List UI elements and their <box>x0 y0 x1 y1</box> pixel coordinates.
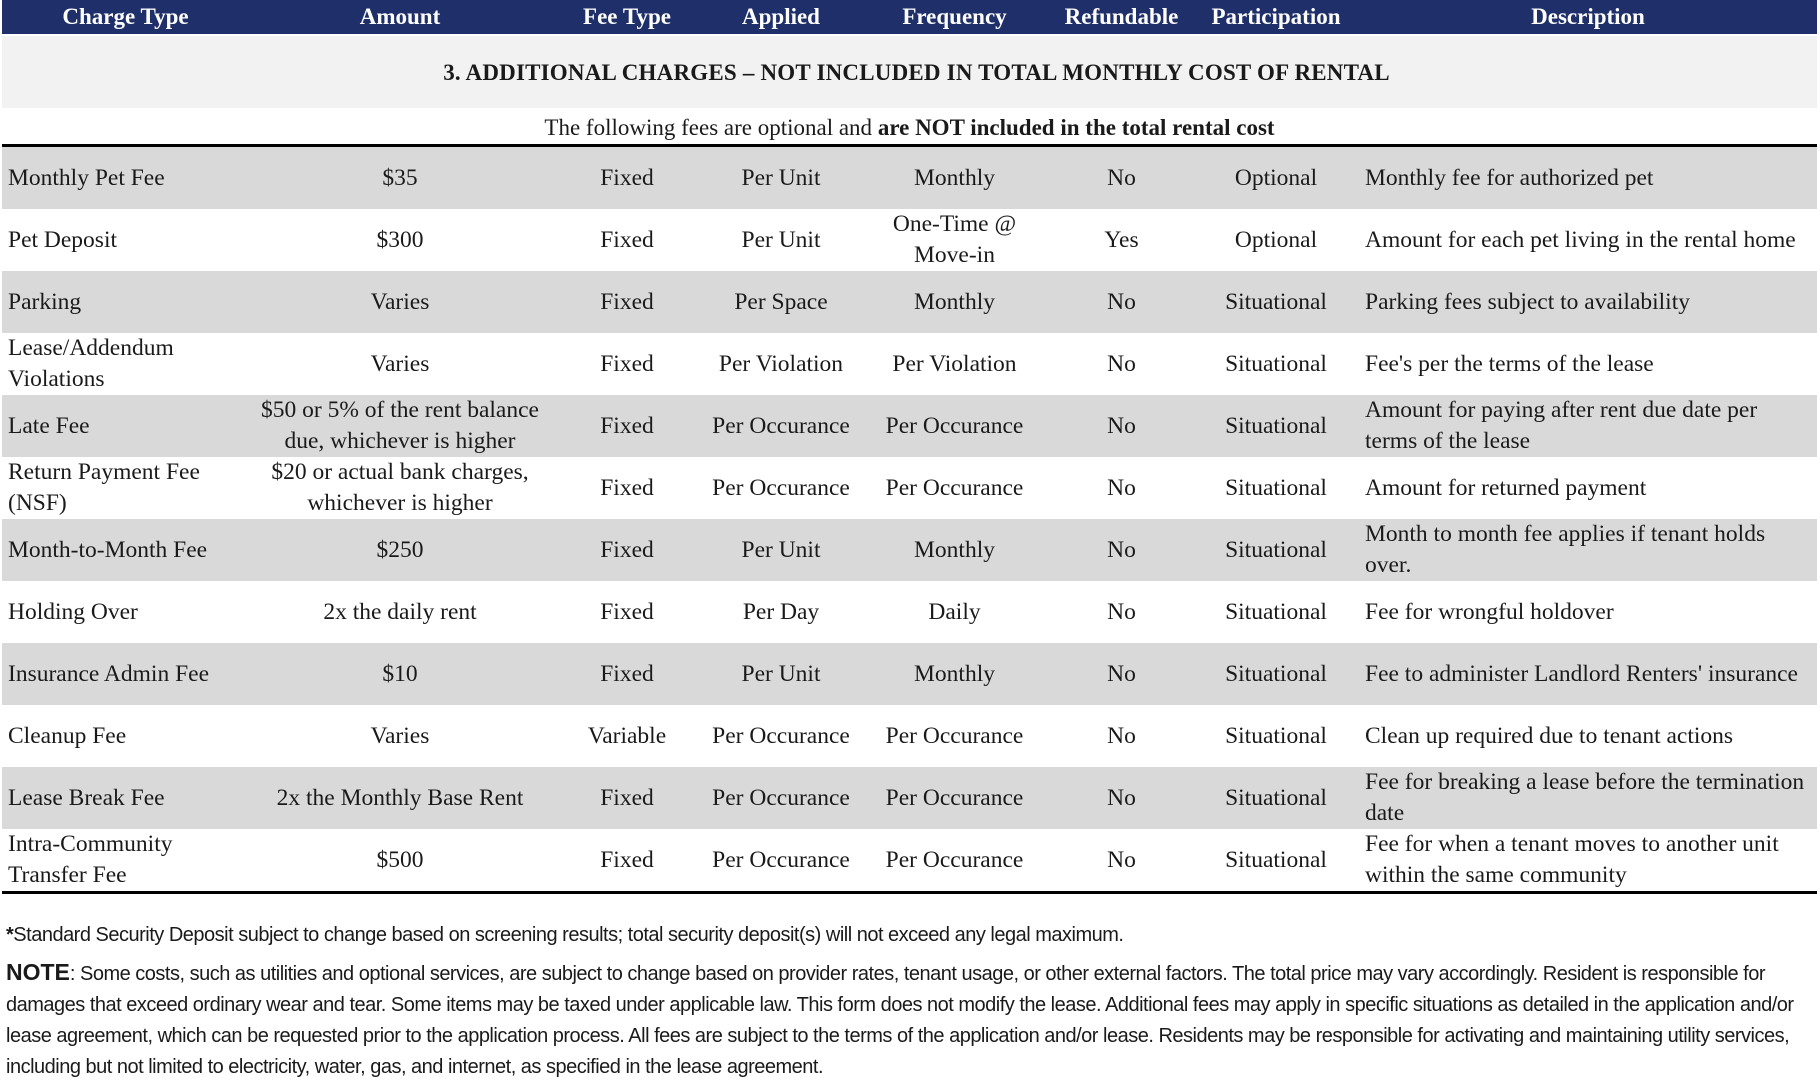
cell-description: Amount for each pet living in the rental home <box>1359 209 1817 271</box>
cell-applied: Per Unit <box>703 209 859 271</box>
table-row <box>2 581 1817 643</box>
cell-applied: Per Occurance <box>703 829 859 893</box>
notes-section <box>6 922 1816 1083</box>
cell-refundable: No <box>1050 457 1193 519</box>
cell-participation: Situational <box>1193 333 1359 395</box>
cell-applied: Per Space <box>703 271 859 333</box>
cell-charge-type: Insurance Admin Fee <box>2 643 249 705</box>
header-charge-type: Charge Type <box>2 0 249 35</box>
cell-participation: Situational <box>1193 271 1359 333</box>
cell-participation: Situational <box>1193 643 1359 705</box>
header-refundable: Refundable <box>1050 0 1193 35</box>
note-label: NOTE <box>6 959 70 985</box>
cell-fee-type: Fixed <box>551 581 703 643</box>
cell-applied: Per Violation <box>703 333 859 395</box>
cell-charge-type: Return Payment Fee (NSF) <box>2 457 249 519</box>
cell-applied: Per Unit <box>703 519 859 581</box>
cell-amount: Varies <box>249 705 551 767</box>
cell-participation: Situational <box>1193 705 1359 767</box>
cell-amount: 2x the Monthly Base Rent <box>249 767 551 829</box>
header-applied: Applied <box>703 0 859 35</box>
note-text: : Some costs, such as utilities and optional services, are subject to change based on provider rates, tenant usage, or other external factors. The total price may vary accordingly. Resident is responsible for damages that exceed ordinary wear and tear. Some items may be taxed under applicable law. This form does not modify the lease. Additional fees may apply in specific situations as detailed in the application and/or lease agreement, which can be requested prior to the application process. All fees are subject to the terms of the application and/or lease. Residents may be responsible for activating and maintaining utility services, including but not limited to electricity, water, gas, and internet, as specified in the lease agreement. <box>6 963 1794 1078</box>
table-row <box>2 643 1817 705</box>
cell-amount: $300 <box>249 209 551 271</box>
header-fee-type: Fee Type <box>551 0 703 35</box>
cell-description: Fee for breaking a lease before the termination date <box>1359 767 1817 829</box>
cell-frequency: Per Violation <box>859 333 1050 395</box>
cell-refundable: No <box>1050 581 1193 643</box>
cell-participation: Optional <box>1193 146 1359 210</box>
header-frequency: Frequency <box>859 0 1050 35</box>
cell-applied: Per Occurance <box>703 705 859 767</box>
cell-fee-type: Fixed <box>551 395 703 457</box>
cell-frequency: Monthly <box>859 271 1050 333</box>
table-row <box>2 829 1817 893</box>
footnote-text: Standard Security Deposit subject to change based on screening results; total security deposit(s) will not exceed any legal maximum. <box>13 924 1124 946</box>
cell-frequency: Per Occurance <box>859 767 1050 829</box>
subtitle-plain-text: The following fees are optional and <box>544 114 878 140</box>
cell-refundable: No <box>1050 271 1193 333</box>
security-deposit-footnote <box>6 922 1816 948</box>
cell-fee-type: Fixed <box>551 457 703 519</box>
cell-frequency: Monthly <box>859 146 1050 210</box>
cell-participation: Situational <box>1193 767 1359 829</box>
cell-fee-type: Fixed <box>551 519 703 581</box>
cell-participation: Situational <box>1193 457 1359 519</box>
cell-fee-type: Variable <box>551 705 703 767</box>
header-description: Description <box>1359 0 1817 35</box>
cell-fee-type: Fixed <box>551 333 703 395</box>
cell-description: Fee for wrongful holdover <box>1359 581 1817 643</box>
table-row <box>2 457 1817 519</box>
cell-charge-type: Cleanup Fee <box>2 705 249 767</box>
note-paragraph <box>6 957 1816 1083</box>
cell-refundable: No <box>1050 829 1193 893</box>
table-row <box>2 519 1817 581</box>
cell-description: Fee's per the terms of the lease <box>1359 333 1817 395</box>
section-title-row <box>2 35 1817 108</box>
cell-description: Month to month fee applies if tenant holds over. <box>1359 519 1817 581</box>
cell-frequency: One-Time @ Move-in <box>859 209 1050 271</box>
cell-amount: Varies <box>249 271 551 333</box>
cell-amount: $250 <box>249 519 551 581</box>
cell-frequency: Monthly <box>859 519 1050 581</box>
cell-description: Fee to administer Landlord Renters' insurance <box>1359 643 1817 705</box>
table-row <box>2 395 1817 457</box>
additional-charges-table <box>2 0 1817 894</box>
cell-charge-type: Pet Deposit <box>2 209 249 271</box>
cell-fee-type: Fixed <box>551 829 703 893</box>
cell-charge-type: Intra-Community Transfer Fee <box>2 829 249 893</box>
cell-description: Amount for paying after rent due date per terms of the lease <box>1359 395 1817 457</box>
cell-fee-type: Fixed <box>551 146 703 210</box>
cell-amount: $20 or actual bank charges, whichever is higher <box>249 457 551 519</box>
cell-fee-type: Fixed <box>551 271 703 333</box>
cell-refundable: No <box>1050 767 1193 829</box>
cell-participation: Situational <box>1193 395 1359 457</box>
cell-participation: Situational <box>1193 829 1359 893</box>
cell-charge-type: Parking <box>2 271 249 333</box>
cell-charge-type: Lease/Addendum Violations <box>2 333 249 395</box>
cell-frequency: Per Occurance <box>859 829 1050 893</box>
cell-applied: Per Occurance <box>703 395 859 457</box>
footnote-star: * <box>6 924 14 946</box>
cell-fee-type: Fixed <box>551 643 703 705</box>
cell-refundable: Yes <box>1050 209 1193 271</box>
section-subtitle <box>2 108 1817 146</box>
subtitle-bold-text: are NOT included in the total rental cost <box>877 114 1275 140</box>
table-row <box>2 333 1817 395</box>
table-header-row <box>2 0 1817 35</box>
cell-refundable: No <box>1050 643 1193 705</box>
cell-frequency: Daily <box>859 581 1050 643</box>
cell-applied: Per Day <box>703 581 859 643</box>
cell-refundable: No <box>1050 395 1193 457</box>
cell-description: Clean up required due to tenant actions <box>1359 705 1817 767</box>
cell-charge-type: Holding Over <box>2 581 249 643</box>
cell-amount: $10 <box>249 643 551 705</box>
cell-description: Monthly fee for authorized pet <box>1359 146 1817 210</box>
table-row <box>2 767 1817 829</box>
cell-description: Fee for when a tenant moves to another unit within the same community <box>1359 829 1817 893</box>
cell-participation: Situational <box>1193 581 1359 643</box>
section-title: 3. ADDITIONAL CHARGES – NOT INCLUDED IN TOTAL MONTHLY COST OF RENTAL <box>2 35 1817 108</box>
cell-participation: Optional <box>1193 209 1359 271</box>
cell-amount: 2x the daily rent <box>249 581 551 643</box>
cell-charge-type: Late Fee <box>2 395 249 457</box>
cell-description: Parking fees subject to availability <box>1359 271 1817 333</box>
cell-frequency: Per Occurance <box>859 395 1050 457</box>
cell-charge-type: Monthly Pet Fee <box>2 146 249 210</box>
cell-applied: Per Unit <box>703 643 859 705</box>
cell-amount: Varies <box>249 333 551 395</box>
cell-refundable: No <box>1050 333 1193 395</box>
table-row <box>2 271 1817 333</box>
cell-frequency: Monthly <box>859 643 1050 705</box>
cell-refundable: No <box>1050 146 1193 210</box>
cell-applied: Per Occurance <box>703 457 859 519</box>
cell-fee-type: Fixed <box>551 767 703 829</box>
table-row <box>2 146 1817 210</box>
subtitle-row <box>2 108 1817 146</box>
cell-fee-type: Fixed <box>551 209 703 271</box>
cell-amount: $35 <box>249 146 551 210</box>
cell-frequency: Per Occurance <box>859 705 1050 767</box>
cell-description: Amount for returned payment <box>1359 457 1817 519</box>
header-participation: Participation <box>1193 0 1359 35</box>
cell-charge-type: Lease Break Fee <box>2 767 249 829</box>
table-row <box>2 705 1817 767</box>
table-row <box>2 209 1817 271</box>
cell-amount: $500 <box>249 829 551 893</box>
cell-participation: Situational <box>1193 519 1359 581</box>
cell-amount: $50 or 5% of the rent balance due, whichever is higher <box>249 395 551 457</box>
cell-applied: Per Occurance <box>703 767 859 829</box>
cell-applied: Per Unit <box>703 146 859 210</box>
cell-charge-type: Month-to-Month Fee <box>2 519 249 581</box>
cell-refundable: No <box>1050 519 1193 581</box>
cell-refundable: No <box>1050 705 1193 767</box>
header-amount: Amount <box>249 0 551 35</box>
cell-frequency: Per Occurance <box>859 457 1050 519</box>
